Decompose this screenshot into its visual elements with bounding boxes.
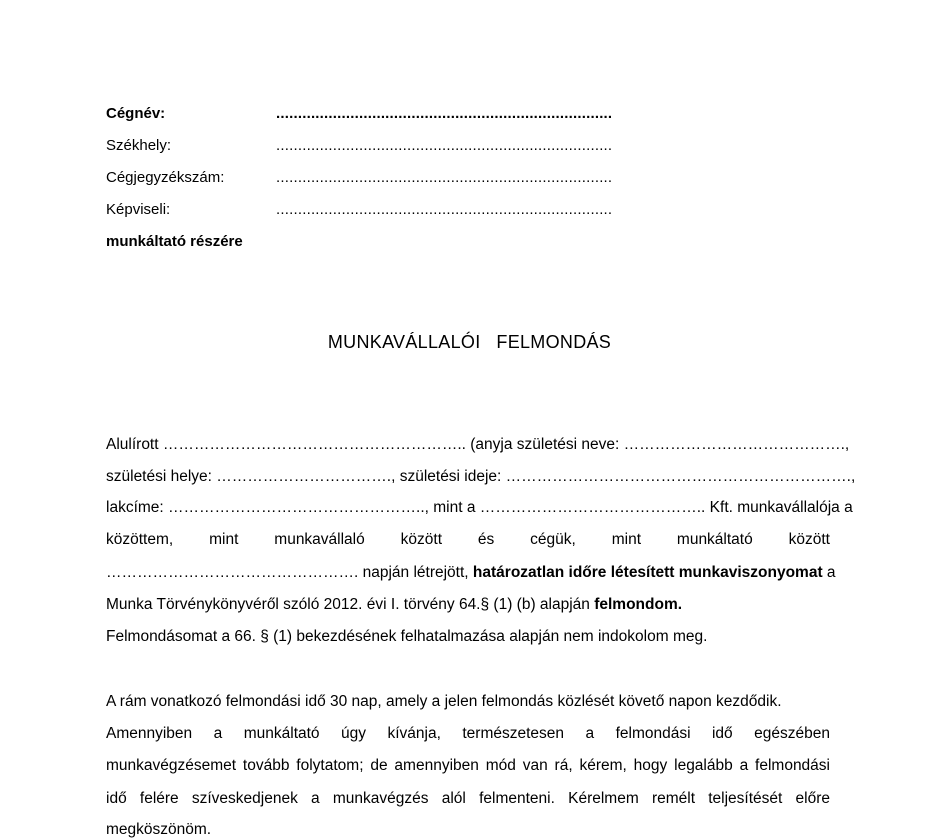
p1-line2: születési helye: ……………………………., születési ideje: …………………………………………………………., xyxy=(106,468,856,485)
p1-line5 xyxy=(106,563,836,583)
registration-field: ............................................................................. xyxy=(276,169,613,186)
p2-line1: A rám vonatkozó felmondási idő 30 nap, amely a jelen felmondás közlését követő napon kezdődik. xyxy=(106,693,782,710)
p1-line5-bold: határozatlan időre létesített munkaviszonyomat xyxy=(472,564,823,581)
company-name-label: Cégnév: xyxy=(106,105,166,122)
document-title: MUNKAVÁLLALÓI FELMONDÁS xyxy=(327,332,612,352)
p1-line4 xyxy=(106,530,830,550)
registration-label: Cégjegyzékszám: xyxy=(106,169,225,186)
p2-line2: Amennyiben a munkáltató úgy kívánja, természetesen a felmondási idő egészében xyxy=(106,725,830,742)
p1-line6-text: Munka Törvénykönyvéről szóló 2012. évi I. törvény 64.§ (1) (b) alapján xyxy=(106,596,595,613)
representative-label: Képviseli: xyxy=(106,201,171,218)
p1-line5-end: a xyxy=(822,564,836,581)
p1-line6 xyxy=(106,595,830,615)
recipient-text: munkáltató részére xyxy=(106,233,243,250)
p1-line6-bold: felmondom. xyxy=(594,596,683,613)
p1-line7: Felmondásomat a 66. § (1) bekezdésének felhatalmazása alapján nem indokolom meg. xyxy=(106,628,708,645)
p1-line4-word: munkáltató xyxy=(676,531,753,548)
p2-line4: idő felére szíveskedjenek a munkavégzés alól felmenteni. Kérelmem remélt teljesítését előre xyxy=(106,790,830,807)
p1-line4-word: és xyxy=(477,531,495,548)
p1-line5-text: …………………………………………. napján létrejött, xyxy=(106,564,473,581)
p1-line4-word: között xyxy=(400,531,442,548)
company-name-field: ............................................................................. xyxy=(276,105,613,122)
p2-line3: munkavégzésemet tovább folytatom; de amennyiben mód van rá, kérem, hogy legalább a felmondási xyxy=(106,757,830,774)
p1-line4-word: mint xyxy=(209,531,239,548)
p1-line4-word: munkavállaló xyxy=(274,531,365,548)
p1-line3: lakcíme: ………………………………………….., mint a …………………………………….. Kft. munkavállalója a xyxy=(106,499,853,516)
p1-line1: Alulírott ………………………………………………….. (anyja születési neve: ……………………………………., xyxy=(106,436,850,453)
p1-line4-word: közöttem, xyxy=(106,531,174,548)
p1-line4-word: mint xyxy=(611,531,642,548)
p2-line5: megköszönöm. xyxy=(106,821,212,838)
seat-field: ............................................................................. xyxy=(276,137,613,154)
p1-line4-word: cégük, xyxy=(530,531,576,548)
seat-label: Székhely: xyxy=(106,137,172,154)
p1-line4-word: között xyxy=(788,531,830,548)
representative-field: ............................................................................. xyxy=(276,201,613,218)
